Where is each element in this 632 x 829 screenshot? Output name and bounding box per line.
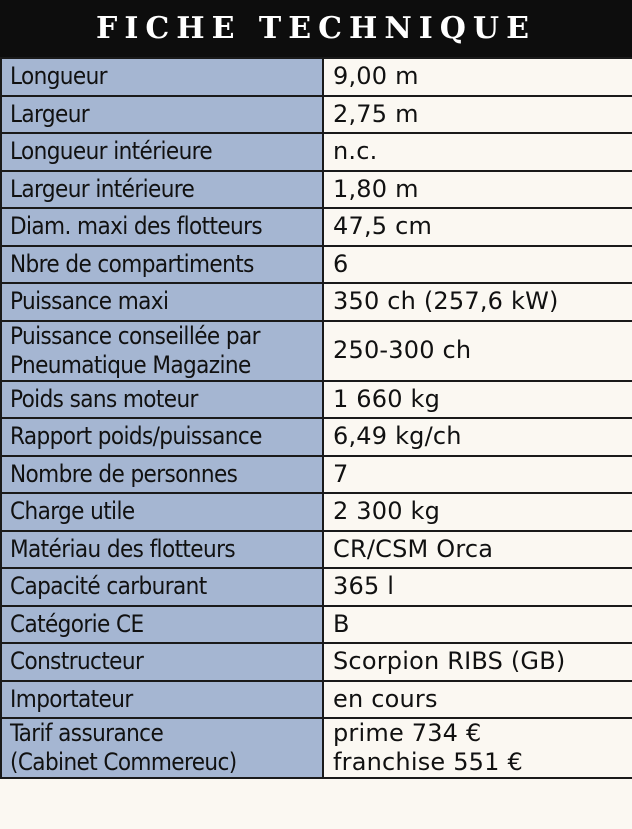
spec-value-cell [323,133,632,171]
spec-label: (Cabinet Commereuc) [10,748,237,776]
spec-value: franchise 551 € [333,748,523,776]
spec-label: Pneumatique Magazine [10,350,251,379]
spec-row [1,568,632,606]
spec-label-cell [1,418,323,456]
spec-value: CR/CSM Orca [333,534,494,563]
spec-value: 2 300 kg [333,497,441,526]
spec-label-cell [1,643,323,681]
spec-label: Tarif assurance [10,719,164,747]
spec-value: prime 734 € [333,719,482,747]
spec-value-cell [323,456,632,494]
spec-value: 7 [333,459,349,488]
spec-value: 1 660 kg [333,384,441,413]
spec-label: Nombre de personnes [10,459,238,488]
spec-label-cell [1,133,323,171]
spec-row [1,681,632,719]
spec-label: Matériau des flotteurs [10,534,235,563]
spec-label-cell [1,681,323,719]
spec-label-cell [1,381,323,419]
spec-value: 9,00 m [333,62,419,91]
spec-row [1,133,632,171]
spec-value: n.c. [333,137,378,166]
spec-value-cell [323,208,632,246]
spec-value-cell [323,283,632,321]
spec-value-cell [323,418,632,456]
spec-label: Poids sans moteur [10,384,198,413]
spec-value: Scorpion RIBS (GB) [333,647,566,676]
spec-value-cell [323,58,632,96]
spec-row [1,321,632,381]
spec-row [1,171,632,209]
spec-value-cell [323,381,632,419]
spec-value-cell [323,531,632,569]
spec-row [1,718,632,778]
spec-row [1,208,632,246]
spec-label: Rapport poids/puissance [10,422,262,451]
spec-value-cell [323,718,632,778]
spec-row [1,643,632,681]
spec-value: 250-300 ch [333,336,472,364]
spec-label: Longueur intérieure [10,137,213,166]
spec-label: Capacité carburant [10,572,207,601]
spec-label-cell [1,96,323,134]
spec-label-cell [1,171,323,209]
spec-value: 6 [333,249,349,278]
spec-value: B [333,609,350,638]
spec-value: 1,80 m [333,174,419,203]
spec-value-cell [323,171,632,209]
spec-label-cell [1,568,323,606]
spec-label: Diam. maxi des flotteurs [10,212,263,241]
spec-row [1,606,632,644]
spec-value-cell [323,643,632,681]
spec-row [1,418,632,456]
spec-value: 47,5 cm [333,212,433,241]
spec-label-cell [1,606,323,644]
spec-label: Catégorie CE [10,609,144,638]
spec-label-cell [1,456,323,494]
spec-label: Puissance conseillée par [10,321,260,350]
spec-label: Nbre de compartiments [10,249,254,278]
spec-row [1,531,632,569]
spec-label-cell [1,58,323,96]
spec-row [1,456,632,494]
spec-row [1,96,632,134]
spec-value: 2,75 m [333,99,419,128]
spec-label: Longueur [10,62,107,91]
spec-row [1,493,632,531]
spec-label-cell [1,321,323,381]
sheet-title: FICHE TECHNIQUE [0,0,632,57]
spec-table [0,57,632,779]
spec-label: Importateur [10,684,133,713]
spec-label: Puissance maxi [10,287,169,316]
spec-value-cell [323,96,632,134]
spec-label-cell [1,246,323,284]
spec-label-cell [1,531,323,569]
spec-value: 350 ch (257,6 kW) [333,287,559,316]
spec-label-cell [1,283,323,321]
spec-value: 365 l [333,572,395,601]
spec-label: Largeur intérieure [10,174,195,203]
spec-label: Constructeur [10,647,144,676]
spec-label-cell [1,718,323,778]
spec-label: Largeur [10,99,90,128]
spec-label-cell [1,208,323,246]
spec-table-body [1,58,632,778]
spec-label: Charge utile [10,497,135,526]
spec-value-cell [323,681,632,719]
spec-row [1,58,632,96]
spec-value-cell [323,568,632,606]
spec-value: 6,49 kg/ch [333,422,462,451]
spec-label-cell [1,493,323,531]
spec-row [1,381,632,419]
spec-value: en cours [333,684,438,713]
spec-value-cell [323,493,632,531]
spec-value-cell [323,246,632,284]
spec-value-cell [323,321,632,381]
spec-row [1,246,632,284]
spec-value-cell [323,606,632,644]
spec-row [1,283,632,321]
